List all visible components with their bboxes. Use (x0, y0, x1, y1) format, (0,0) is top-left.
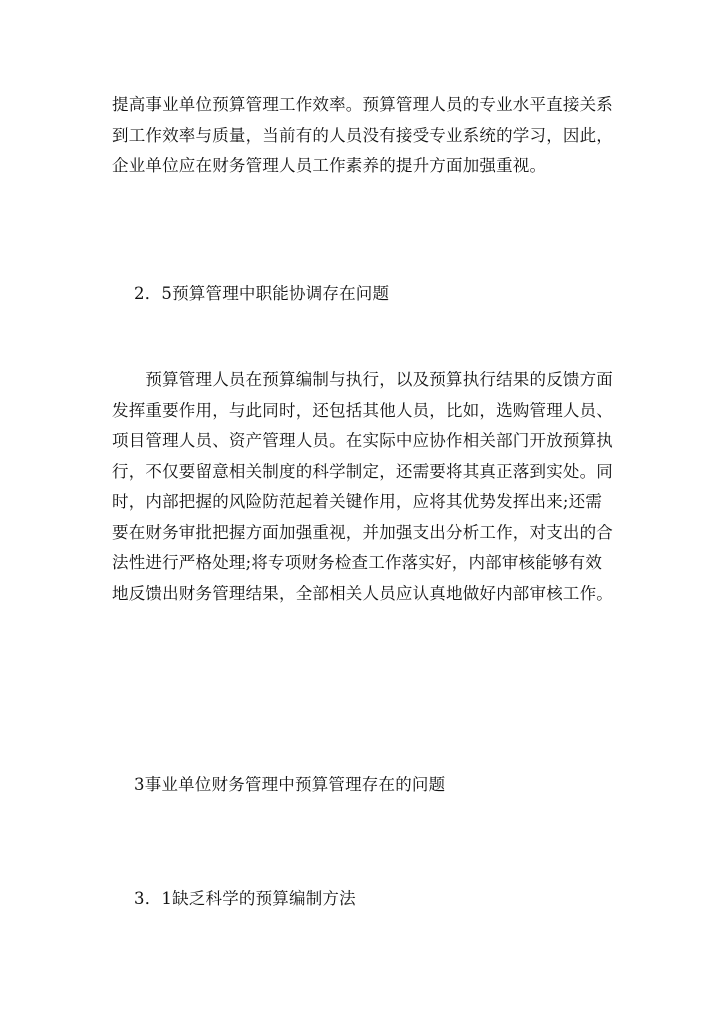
text-line: 要在财务审批把握方面加强重视，并加强支出分析工作，对支出的合 (112, 522, 613, 542)
text-line: 地反馈出财务管理结果，全部相关人员应认真地做好内部审核工作。 (112, 583, 613, 603)
section-heading-3-1: 3．1缺乏科学的预算编制方法 (134, 889, 356, 908)
text-line: 企业单位应在财务管理人员工作素养的提升方面加强重视。 (112, 156, 547, 175)
text-line: 发挥重要作用，与此同时，还包括其他人员，比如，选购管理人员、 (112, 400, 613, 420)
text-line: 提高事业单位预算管理工作效率。预算管理人员的专业水平直接关系 (112, 95, 613, 114)
text-line: 到工作效率与质量，当前有的人员没有接受专业系统的学习，因此， (112, 125, 613, 145)
paragraph-coordination (112, 365, 612, 609)
text-line: 项目管理人员、资产管理人员。在实际中应协作相关部门开放预算执 (112, 431, 613, 450)
paragraph-budget-efficiency (112, 90, 612, 182)
text-line: 时，内部把握的风险防范起着关键作用，应将其优势发挥出来;还需 (112, 492, 603, 511)
text-line: 法性进行严格处理;将专项财务检查工作落实好，内部审核能够有效 (112, 553, 603, 572)
text-line: 行，不仅要留意相关制度的科学制定，还需要将其真正落到实处。同 (112, 461, 613, 481)
section-heading-2-5: 2．5预算管理中职能协调存在问题 (134, 284, 390, 303)
section-heading-3: 3事业单位财务管理中预算管理存在的问题 (134, 775, 446, 794)
text-line: 预算管理人员在预算编制与执行，以及预算执行结果的反馈方面 (112, 370, 613, 389)
